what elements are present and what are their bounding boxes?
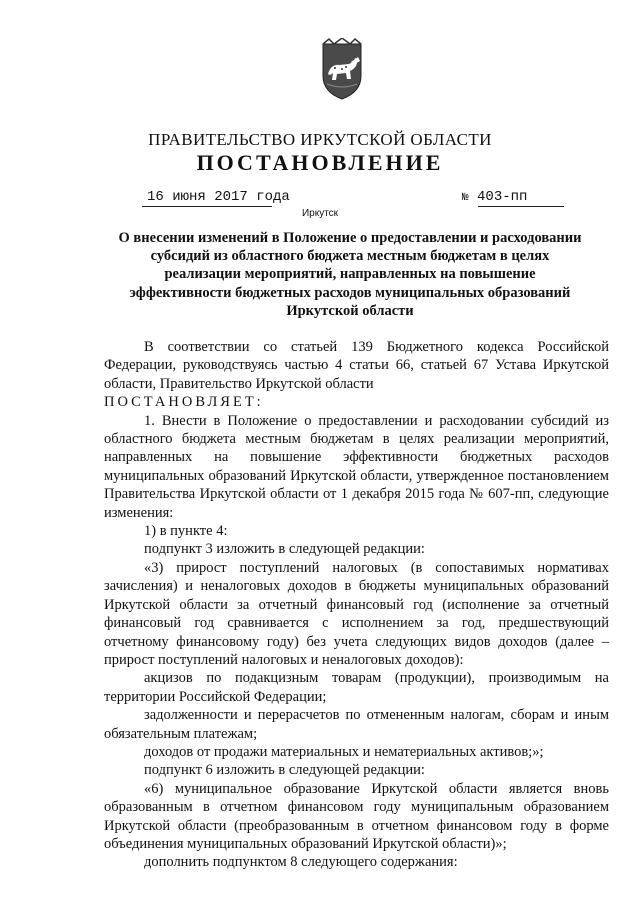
date-underline (142, 206, 272, 207)
body-paragraph: доходов от продажи материальных и нематериальных активов;»; (144, 743, 544, 760)
body-paragraph: «6) муниципальное образование Иркутской области является вновь образованным в отчетном финансовом году муниципальным образованием Иркутской области (преобразованным в отчетном финансовом году в форме объединения муниципальных образований Иркутской области)»; (104, 780, 609, 852)
document-number-value: 403-пп (477, 189, 528, 205)
body-paragraph: подпункт 3 изложить в следующей редакции: (144, 541, 425, 558)
heading-line: эффективности бюджетных расходов муниципальных образований (129, 284, 571, 301)
body-paragraph: дополнить подпунктом 8 следующего содержания: (144, 854, 458, 871)
city-name: Иркутск (301, 208, 339, 219)
number-sign: № (462, 192, 469, 204)
body-paragraph: 1) в пункте 4: (144, 523, 228, 540)
government-name: ПРАВИТЕЛЬСТВО ИРКУТСКОЙ ОБЛАСТИ (148, 130, 492, 149)
body-paragraph: акцизов по подакцизным товарам (продукции), производимым на территории Российской Федерации; (104, 670, 609, 705)
heading-line: реализации мероприятий, направленных на повышение (164, 266, 536, 283)
resolution-heading (100, 229, 600, 320)
document-number (462, 189, 527, 205)
number-underline (478, 206, 564, 207)
heading-line: субсидий из областного бюджета местным бюджетам в целях (150, 248, 550, 265)
coat-of-arms-icon (315, 38, 369, 102)
decree-word: ПОСТАНОВЛЯЕТ: (104, 394, 264, 411)
heading-line: О внесении изменений в Положение о предоставлении и расходовании (118, 230, 582, 246)
body-paragraph: подпункт 6 изложить в следующей редакции: (144, 762, 425, 779)
document-type-title: ПОСТАНОВЛЕНИЕ (196, 150, 444, 175)
document-body (104, 338, 609, 872)
preamble-paragraph: В соответствии со статьей 139 Бюджетного кодекса Российской Федерации, руководствуясь частью 4 статьи 66, статьей 67 Устава Иркутской области, Правительство Иркутской области (104, 339, 609, 392)
body-paragraph: 1. Внести в Положение о предоставлении и расходовании субсидий из областного бюджета местным бюджетам в целях реализации мероприятий, направленных на повышение эффективности бюджетных расходов муниципальных образований Иркутской области, утвержденное постановлением Правительства Иркутской области от 1 декабря 2015 года № 607-пп, следующие изменения: (104, 412, 609, 521)
body-paragraph: задолженности и перерасчетов по отмененным налогам, сборам и иным обязательным платежам; (104, 707, 609, 742)
heading-line: Иркутской области (286, 302, 414, 319)
document-date: 16 июня 2017 года (147, 189, 290, 205)
body-paragraph: «3) прирост поступлений налоговых (в сопоставимых нормативах зачисления) и неналоговых доходов в бюджеты муниципальных образований Иркутской области за отчетный финансовый год (исполнение за отчетный финансовый год сравнивается с исполнением за год, предшествующий отчетному финансовому году) без учета следующих видов доходов (далее – прирост поступлений налоговых и неналоговых доходов): (104, 559, 609, 668)
